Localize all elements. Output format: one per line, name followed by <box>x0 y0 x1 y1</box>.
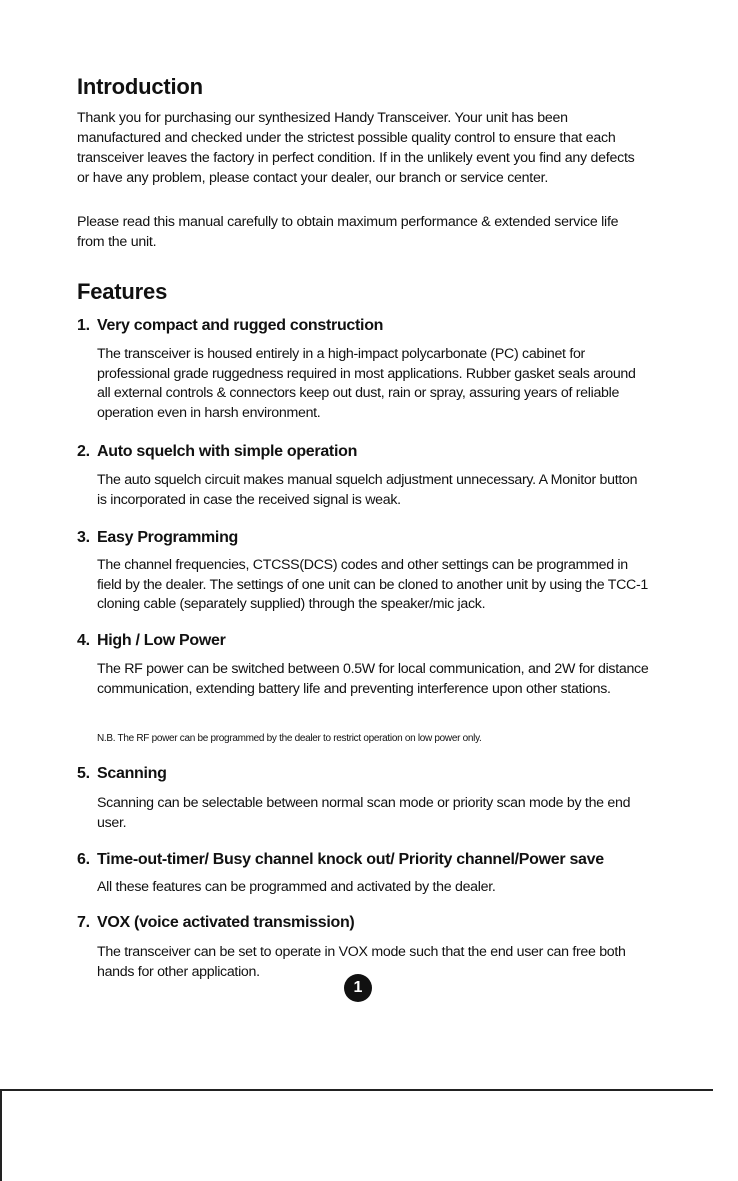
feature-7-body: The transceiver can be set to operate in VOX mode such that the end user can free both hands for other application. <box>97 944 626 980</box>
feature-3-number: 3. <box>77 529 90 546</box>
feature-1-title-text: Very compact and rugged construction <box>97 317 384 334</box>
feature-6-body: All these features can be programmed and activated by the dealer. <box>97 879 496 895</box>
feature-2-body: The auto squelch circuit makes manual squelch adjustment unnecessary. A Monitor button is incorporated in case the received signal is weak. <box>97 472 638 508</box>
feature-1-body: The transceiver is housed entirely in a high-impact polycarbonate (PC) cabinet for professional grade ruggedness required in most applications. Rubber gasket seals around all external controls & connectors keep out dust, rain or spray, assuring years of reliable operation even in harsh environment. <box>97 346 636 421</box>
features-heading: Features <box>77 279 168 304</box>
feature-4-title-text: High / Low Power <box>97 632 226 649</box>
feature-4-note: N.B. The RF power can be programmed by the dealer to restrict operation on low power only. <box>97 733 482 744</box>
left-rule <box>0 1089 2 1181</box>
feature-5-body: Scanning can be selectable between normal scan mode or priority scan mode by the end user. <box>97 795 631 831</box>
feature-4-title <box>77 632 226 650</box>
feature-7-number: 7. <box>77 914 90 931</box>
feature-7-title-text: VOX (voice activated transmission) <box>97 914 355 931</box>
page-number-badge: 1 <box>344 974 372 1002</box>
feature-1-number: 1. <box>77 317 90 334</box>
feature-2-title <box>77 443 357 461</box>
feature-7-title <box>77 914 354 932</box>
feature-5-title <box>77 765 167 783</box>
feature-3-body: The channel frequencies, CTCSS(DCS) codes and other settings can be programmed in field by the dealer. The settings of one unit can be cloned to another unit by using the TCC-1 cloning cable (separately supplied) through the speaker/mic jack. <box>97 557 648 612</box>
feature-3-title <box>77 529 238 547</box>
introduction-paragraph-1: Thank you for purchasing our synthesized Handy Transceiver. Your unit has been manufactured and checked under the strictest possible quality control to ensure that each transceiver leaves the factory in perfect condition. If in the unlikely event you find any defects or have any problem, please contact your dealer, our branch or service center. <box>77 110 635 186</box>
feature-4-body: The RF power can be switched between 0.5W for local communication, and 2W for distance communication, extending battery life and preventing interference upon other stations. <box>97 661 649 697</box>
introduction-heading: Introduction <box>77 74 203 99</box>
feature-4-number: 4. <box>77 632 90 649</box>
feature-2-number: 2. <box>77 443 90 460</box>
feature-5-title-text: Scanning <box>97 765 167 782</box>
feature-5-number: 5. <box>77 765 90 782</box>
bottom-rule <box>0 1089 713 1091</box>
feature-6-title <box>77 851 604 869</box>
feature-3-title-text: Easy Programming <box>97 529 239 546</box>
feature-6-title-text: Time-out-timer/ Busy channel knock out/ Priority channel/Power save <box>97 851 604 868</box>
feature-6-number: 6. <box>77 851 90 868</box>
feature-1-title <box>77 317 383 335</box>
introduction-paragraph-2: Please read this manual carefully to obtain maximum performance & extended service life from the unit. <box>77 214 619 250</box>
feature-2-title-text: Auto squelch with simple operation <box>97 443 358 460</box>
